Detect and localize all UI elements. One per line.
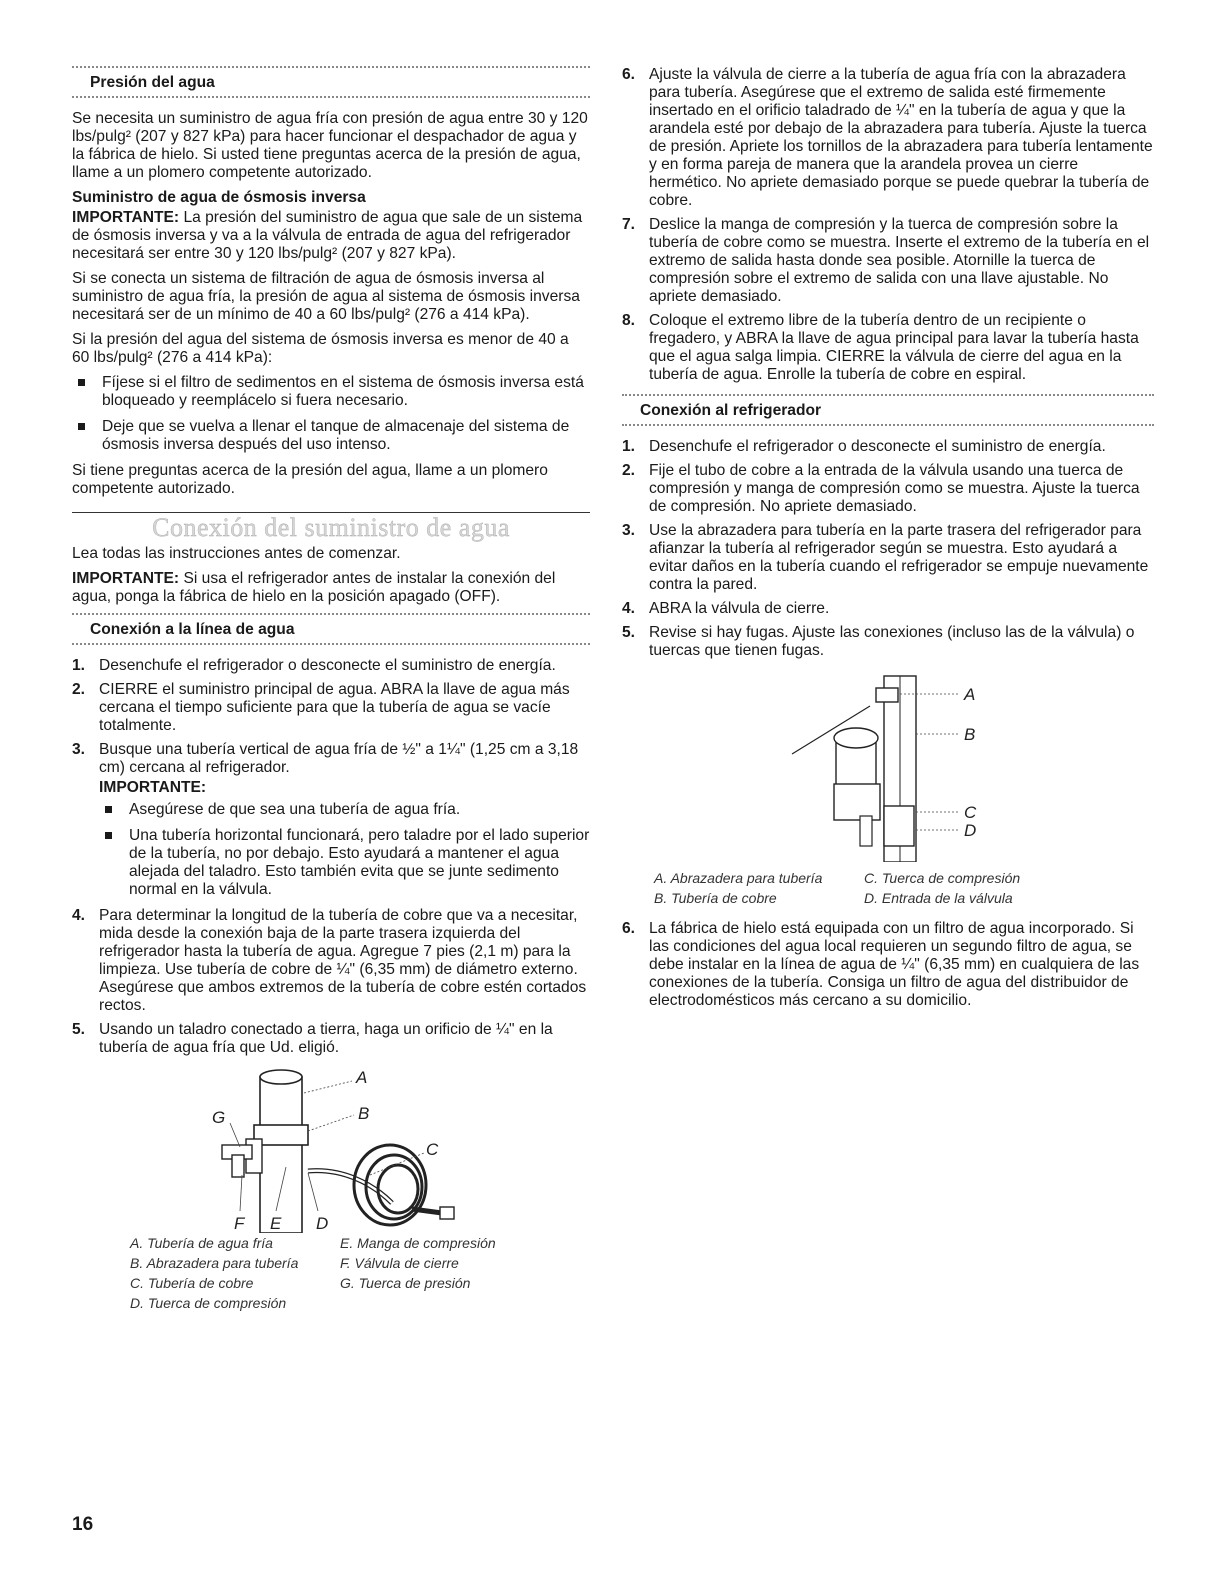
step-item: [622, 522, 1154, 594]
page-number: 16: [72, 1514, 94, 1535]
list-item-text: Deje que se vuelva a llenar el tanque de almacenaje del sistema de ósmosis inversa después del uso intenso.: [102, 418, 570, 453]
bullet-icon: [105, 832, 112, 839]
list-item-text: Una tubería horizontal funcionará, pero taladre por el lado superior de la tubería, no por debajo. Esto ayudará a mantener el agua alejada del taladro. Esto también evita que se junte sedimento normal en la válvula.: [129, 827, 590, 898]
step-list: [622, 66, 1154, 384]
caption-item: A. Tubería de agua fría: [130, 1235, 273, 1251]
step3-bullets: [99, 801, 590, 899]
list-item-text: Asegúrese de que sea una tubería de agua fría.: [129, 801, 461, 818]
step-number: 6.: [622, 66, 636, 83]
step-item: [622, 600, 1154, 618]
caption-item: C. Tuerca de compresión: [864, 870, 1021, 886]
step-text: CIERRE el suministro principal de agua. ABRA la llave de agua más cercana el tiempo suficiente para que la tubería de agua se vacíe totalmente.: [99, 681, 570, 734]
label-f: F: [234, 1214, 245, 1233]
step-text: Busque una tubería vertical de agua fría de ½" a 1¼" (1,25 cm a 3,18 cm) cercana al refrigerador.: [99, 741, 579, 776]
list-item-text: Fíjese si el filtro de sedimentos en el sistema de ósmosis inversa está bloqueado y reemplácelo si fuera necesario.: [102, 374, 584, 409]
important-note-text: Si usa el refrigerador antes de instalar la conexión del agua, ponga la fábrica de hielo en la posición apagado (OFF).: [72, 570, 556, 605]
step-text: Coloque el extremo libre de la tubería dentro de un recipiente o fregadero, y ABRA la llave de agua principal para lavar la tubería hasta que el agua salga limpia. CIERRE la válvula de cierre del agua en la tubería de agua. Enrolle la tubería de cobre en espiral.: [649, 312, 1139, 383]
step-number: 6.: [622, 920, 636, 937]
left-column: [72, 66, 590, 1313]
label-c: C: [964, 803, 977, 822]
important-label: IMPORTANTE:: [72, 570, 180, 587]
ro-paragraph: Si se conecta un sistema de filtración de agua de ósmosis inversa al suministro de agua fría, la presión de agua al sistema de ósmosis inversa necesitará ser de un mínimo de 40 a 60 lbs/pulg² (276 a 414 kPa).: [72, 270, 580, 323]
important-label: IMPORTANTE:: [72, 209, 180, 226]
pressure-heading: Presión del agua: [90, 74, 215, 91]
ro-paragraph: Si la presión del agua del sistema de ósmosis inversa es menor de 40 a 60 lbs/pulg² (276 a 414 kPa):: [72, 331, 569, 366]
step-text: Ajuste la válvula de cierre a la tubería de agua fría con la abrazadera para tubería. Asegúrese que el extremo de salida esté firmemente insertado en el orificio taladrado de ¼" en la tubería de agua y que la arandela esté por debajo de la abrazadera para tubería. Ajuste la tuerca de presión. Apriete los tornillos de la abrazadera para tubería lentamente y en forma pareja de manera que la arandela provea un cierre hermético. No apriete demasiado porque se puede quebrar la tubería de cobre.: [649, 66, 1153, 209]
divider: [72, 643, 590, 647]
line-heading: Conexión a la línea de agua: [90, 621, 295, 638]
important-note: [72, 570, 590, 606]
bullet-icon: [78, 423, 85, 430]
shutoff-valve-figure: [72, 1063, 590, 1233]
fridge-heading: Conexión al refrigerador: [640, 402, 822, 419]
ro-paragraph: Si tiene preguntas acerca de la presión del agua, llame a un plomero competente autorizado.: [72, 462, 548, 497]
caption-item: [340, 1293, 550, 1313]
step-text: Use la abrazadera para tubería en la parte trasera del refrigerador para afianzar la tubería al refrigerador según se muestra. Esto ayudará a evitar daños en la tubería cuando el refrigerador se empuje nuevamente contra la pared.: [649, 522, 1149, 593]
step-number: 1.: [72, 657, 86, 674]
step-item: [622, 920, 1154, 1010]
divider: [72, 96, 590, 100]
caption-item: B. Abrazadera para tubería: [130, 1255, 299, 1271]
bullet-icon: [78, 379, 85, 386]
step-item: [622, 216, 1154, 306]
step-text: Usando un taladro conectado a tierra, haga un orificio de ¼" en la tubería de agua fría que Ud. eligió.: [99, 1021, 553, 1056]
ro-heading: Suministro de agua de ósmosis inversa: [72, 189, 366, 206]
step-number: 1.: [622, 438, 636, 455]
step-number: 5.: [622, 624, 636, 641]
caption-item: B. Tubería de cobre: [654, 890, 777, 906]
caption-item: D. Tuerca de compresión: [130, 1295, 287, 1311]
step-item: [72, 907, 590, 1015]
step-item: [72, 681, 590, 735]
caption-item: A. Abrazadera para tubería: [654, 870, 823, 886]
section-title: Conexión del suministro de agua: [152, 513, 510, 542]
label-e: E: [270, 1214, 282, 1233]
ro-important-text: La presión del suministro de agua que sale de un sistema de ósmosis inversa y va a la válvula de entrada de agua del refrigerador necesitará ser entre 30 y 120 lbs/pulg² (207 y 827 kPa).: [72, 209, 583, 262]
step-number: 7.: [622, 216, 636, 233]
step-item: [622, 462, 1154, 516]
label-a: A: [356, 1068, 368, 1087]
label-b: B: [964, 725, 976, 744]
caption-item: E. Manga de compresión: [340, 1235, 496, 1251]
figure-caption: [130, 1233, 550, 1313]
step-number: 2.: [72, 681, 86, 698]
step-number: 2.: [622, 462, 636, 479]
step-text: Revise si hay fugas. Ajuste las conexiones (incluso las de la válvula) o tuercas que tienen fugas.: [649, 624, 1135, 659]
shutoff-valve-diagram: [72, 1063, 590, 1233]
label-c: C: [426, 1140, 439, 1159]
divider: [622, 424, 1154, 428]
step-number: 5.: [72, 1021, 86, 1038]
fridge-connection-figure: [622, 666, 1154, 862]
step-number: 8.: [622, 312, 636, 329]
step-item: [622, 624, 1154, 660]
step-text: Desenchufe el refrigerador o desconecte el suministro de energía.: [649, 438, 1106, 455]
step-text: ABRA la válvula de cierre.: [649, 600, 830, 617]
step-text: Desenchufe el refrigerador o desconecte el suministro de energía.: [99, 657, 556, 674]
caption-item: G. Tuerca de presión: [340, 1275, 471, 1291]
ro-important: [72, 209, 590, 263]
step-item: [72, 741, 590, 899]
step-item: [72, 1021, 590, 1057]
fridge-step-list: [622, 438, 1154, 660]
step-item: [622, 312, 1154, 384]
read-all-text: Lea todas las instrucciones antes de comenzar.: [72, 545, 401, 562]
label-a: A: [964, 685, 976, 704]
label-b: B: [358, 1104, 370, 1123]
step-text: Fije el tubo de cobre a la entrada de la válvula usando una tuerca de compresión y manga de compresión como se muestra. Ajuste la tuerca de compresión. No apriete demasiado.: [649, 462, 1140, 515]
label-d: D: [964, 821, 977, 840]
step-number: 4.: [622, 600, 636, 617]
caption-item: D. Entrada de la válvula: [864, 890, 1013, 906]
step-item: [622, 438, 1154, 456]
list-item: [99, 801, 590, 819]
important-label: IMPORTANTE:: [99, 779, 207, 796]
figure-caption: [654, 868, 1074, 908]
step-text: Para determinar la longitud de la tubería de cobre que va a necesitar, mida desde la conexión baja de la parte trasera izquierda del refrigerador hasta la tubería de agua. Agregue 7 pies (2,1 m) para la limpieza. Use tubería de cobre de ¼" (6,35 mm) de diámetro externo. Asegúrese que ambos extremos de la tubería de cobre estén cortados rectos.: [99, 907, 587, 1014]
fridge-connection-diagram: [622, 666, 1154, 862]
caption-item: F. Válvula de cierre: [340, 1255, 459, 1271]
step-text: La fábrica de hielo está equipada con un filtro de agua incorporado. Si las condiciones del agua local requieren un segundo filtro de agua, se debe instalar en la línea de agua de ¼" (6,35 mm) en cualquiera de las conexiones de la tubería. Consiga un filtro de agua del distribuidor de electrodomésticos más cercano a su domicilio.: [649, 920, 1140, 1009]
step-text: Deslice la manga de compresión y la tuerca de compresión sobre la tubería de cobre como se muestra. Inserte el extremo de la tubería en el extremo de salida hasta donde sea posible. Atornille la tuerca de compresión sobre el extremo de salida con una llave ajustable. No apriete demasiado.: [649, 216, 1150, 305]
list-item: [99, 827, 590, 899]
bullet-icon: [105, 806, 112, 813]
right-column: [622, 66, 1154, 1016]
label-g: G: [212, 1108, 226, 1127]
fridge-step-list-continued: [622, 920, 1154, 1010]
step-number: 3.: [72, 741, 86, 758]
step-list: [72, 657, 590, 1057]
step-item: [72, 657, 590, 675]
list-item: [72, 418, 590, 454]
list-item: [72, 374, 590, 410]
step-item: [622, 66, 1154, 210]
step-number: 3.: [622, 522, 636, 539]
label-d: D: [316, 1214, 329, 1233]
step-number: 4.: [72, 907, 86, 924]
caption-item: C. Tubería de cobre: [130, 1275, 254, 1291]
ro-bullet-list: [72, 374, 590, 454]
pressure-text: Se necesita un suministro de agua fría con presión de agua entre 30 y 120 lbs/pulg² (207 y 827 kPa) para hacer funcionar el despachador de agua y la fábrica de hielo. Si usted tiene preguntas acerca de la presión de agua, llame a un plomero competente autorizado.: [72, 110, 588, 181]
